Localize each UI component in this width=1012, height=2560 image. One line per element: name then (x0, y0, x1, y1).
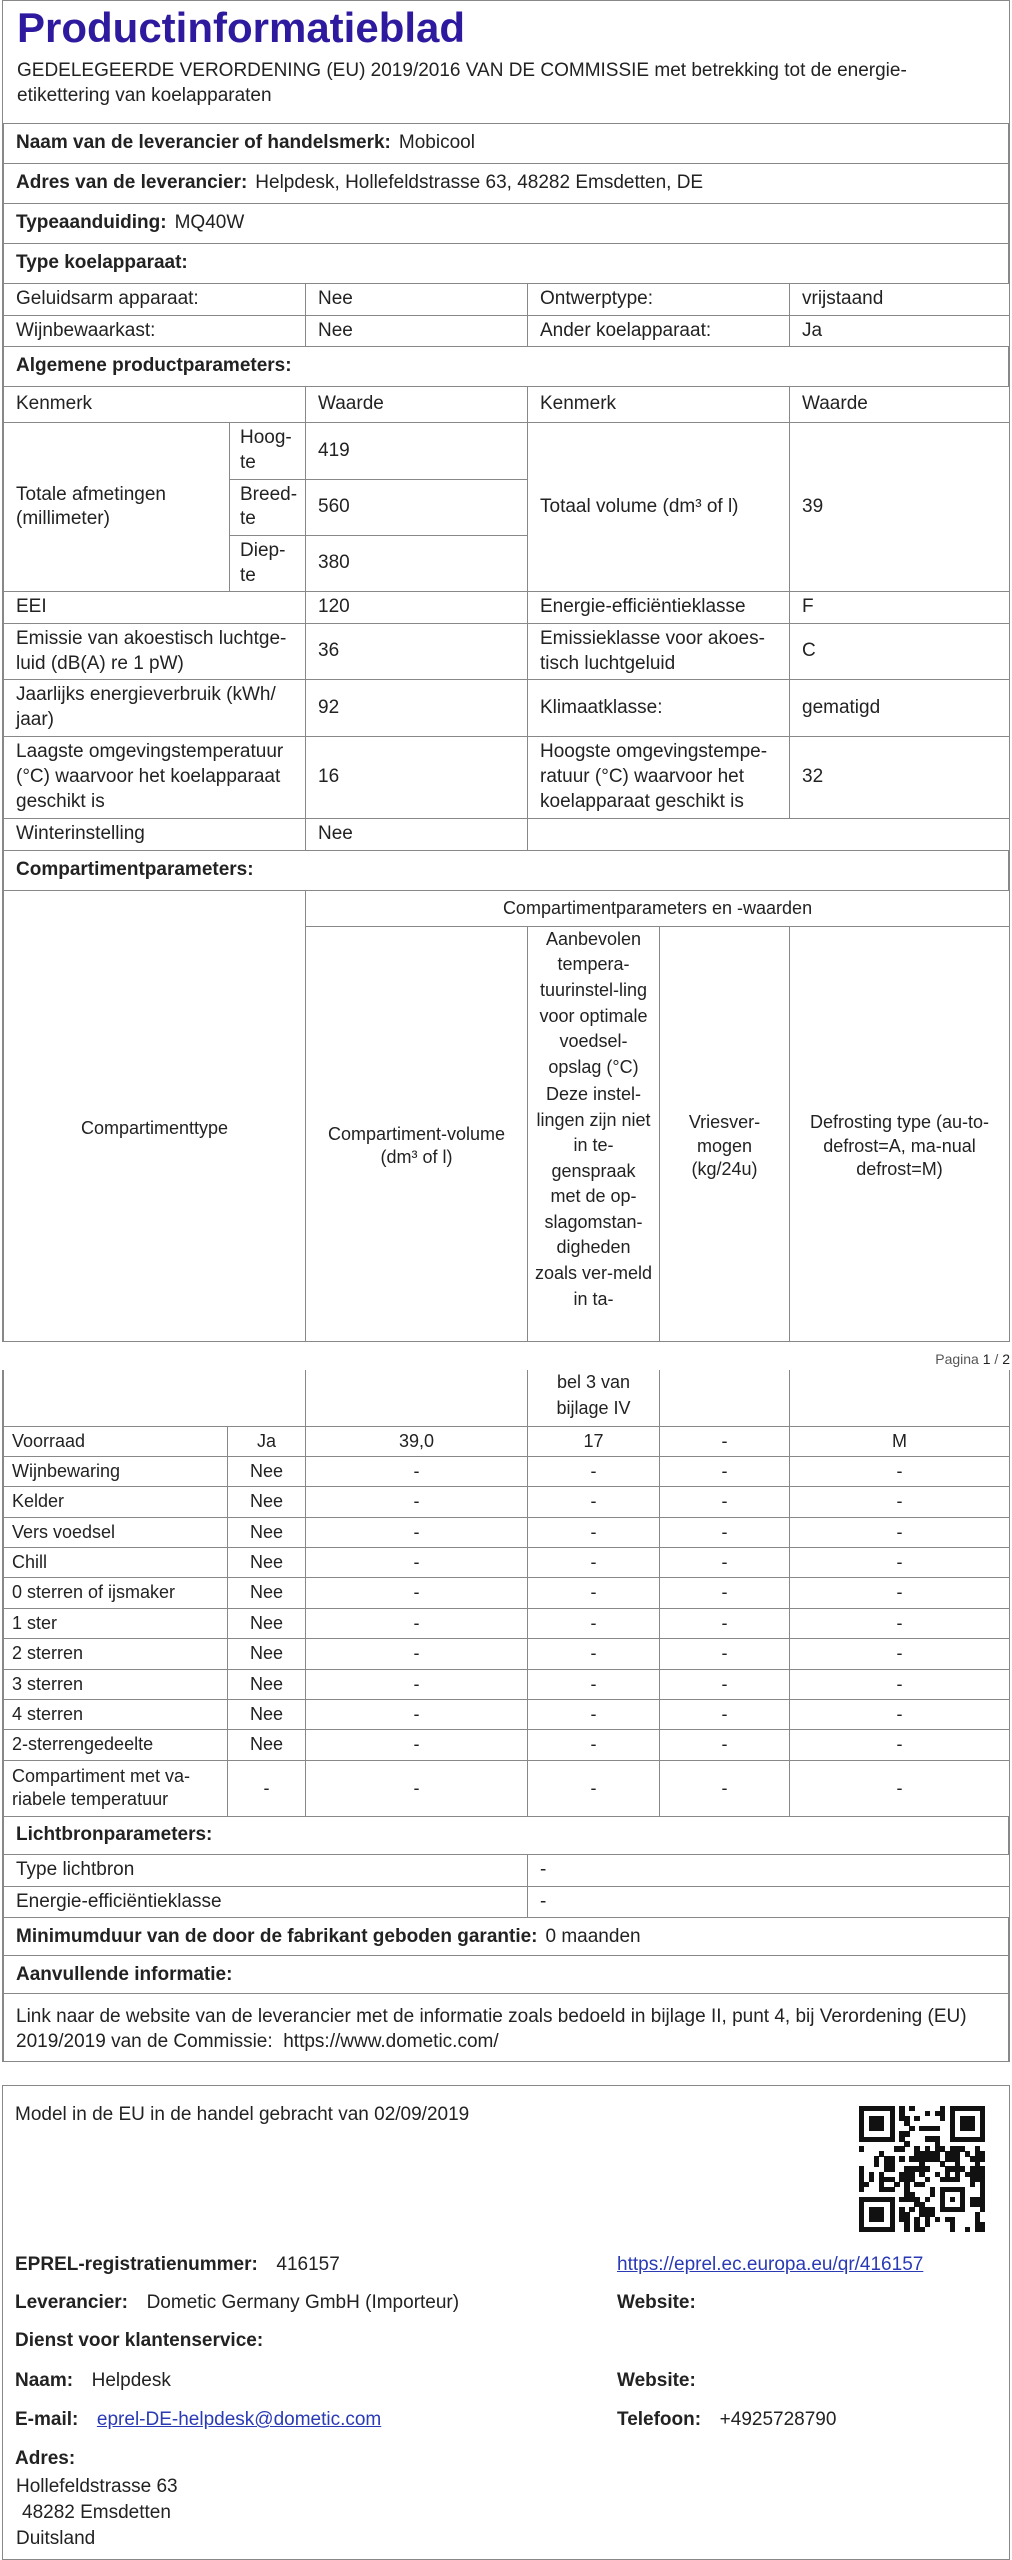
compartment-present: Nee (228, 1517, 306, 1547)
qr-module (935, 2126, 940, 2131)
address-heading: Adres: (15, 2448, 76, 2469)
light-params-table: Type lichtbron - Energie-efficiëntieklasse - (3, 1854, 1010, 1919)
qr-module (950, 2227, 955, 2232)
other-value: Ja (790, 315, 1010, 347)
supplier-address: Helpdesk, Hollefeldstrasse 63, 48282 Emsdetten, DE (255, 171, 704, 193)
compartment-temp: - (528, 1700, 660, 1730)
compartment-temp: - (528, 1456, 660, 1486)
compartment-freeze: - (660, 1487, 790, 1517)
additional-info-table (3, 1955, 1009, 2062)
qr-module (909, 2126, 914, 2131)
compartment-freeze: - (660, 1608, 790, 1638)
compartment-volume: - (306, 1760, 528, 1816)
qr-module (869, 2116, 884, 2131)
compartment-freeze: - (660, 1730, 790, 1760)
compartment-present: Nee (228, 1639, 306, 1669)
compartment-name: 2-sterrengedeelte (4, 1730, 228, 1760)
compartment-present: Nee (228, 1608, 306, 1638)
max-temp-value: 32 (790, 736, 1010, 818)
min-temp-value: 16 (306, 736, 528, 818)
compartment-temp: - (528, 1760, 660, 1816)
compartment-defrost: - (790, 1578, 1010, 1608)
compartment-header-table: Compartimenttype Compartimentparameters en -waarden Compartiment-volume (dm³ of l) Aanbevolen tempera-tuurinstel-ling voor optimale voedsel-opslag (°C) Deze instel-lingen zijn niet in te-genspraak met de op-slagomstan-digheden zoals ver-meld in ta- Vriesver-mogen (kg/24u) Defrosting type (au-to-defrost=A, ma-nual defrost=M) (3, 890, 1010, 1343)
supplier-website-label: Website: (617, 2292, 696, 2313)
compartment-defrost: - (790, 1730, 1010, 1760)
winter-value: Nee (306, 818, 528, 850)
supplier-table (3, 123, 1009, 284)
compartment-defrost: - (790, 1517, 1010, 1547)
compartment-name: Wijnbewaring (4, 1456, 228, 1486)
compartment-temp: - (528, 1730, 660, 1760)
compartment-group-header: Compartimentparameters en -waarden (306, 890, 1010, 926)
qr-module (909, 2106, 914, 2111)
qr-module (889, 2187, 894, 2192)
product-sheet-page-2 (2, 1370, 1010, 2062)
eprel-supplier: Dometic Germany GmbH (Importeur) (146, 2292, 460, 2313)
model-identifier: MQ40W (174, 211, 245, 233)
depth-value: 380 (306, 536, 528, 592)
compartment-row (4, 1760, 1010, 1816)
compartment-name: 4 sterren (4, 1700, 228, 1730)
compartment-name: 3 sterren (4, 1669, 228, 1699)
product-sheet-page-1 (2, 0, 1010, 1342)
eprel-reg-number: 416157 (276, 2254, 340, 2275)
qr-module (914, 2116, 919, 2121)
additional-info-heading: Aanvullende informatie: (4, 1956, 1009, 1994)
qr-module (960, 2116, 975, 2131)
compartment-volume: - (306, 1669, 528, 1699)
wine-value: Nee (306, 315, 528, 347)
compartment-freeze: - (660, 1760, 790, 1816)
compartment-name: Chill (4, 1548, 228, 1578)
qr-module (980, 2207, 985, 2212)
qr-module (930, 2192, 935, 2197)
qr-module (925, 2111, 930, 2116)
compartment-temp: - (528, 1487, 660, 1517)
compartment-volume: - (306, 1548, 528, 1578)
compartment-present: Nee (228, 1487, 306, 1517)
compartment-volume: - (306, 1608, 528, 1638)
recommended-temp-header: Aanbevolen tempera-tuurinstel-ling voor optimale voedsel-opslag (°C) Deze instel-lingen zijn niet in te-genspraak met de op-slagomstan-digheden zoals ver-meld in ta- (528, 926, 660, 1342)
customer-service-email[interactable]: eprel-DE-helpdesk@dometic.com (96, 2409, 382, 2430)
width-value: 560 (306, 479, 528, 535)
compartment-freeze: - (660, 1426, 790, 1456)
compartment-row (4, 1426, 1010, 1456)
supplier-address-row: Adres van de leverancier: Helpdesk, Hollefeldstrasse 63, 48282 Emsdetten, DE (4, 163, 1009, 203)
compartment-rows (4, 1426, 1010, 1816)
qr-code-icon[interactable] (859, 2106, 985, 2232)
customer-service-phone: +4925728790 (719, 2409, 837, 2430)
compartment-freeze: - (660, 1639, 790, 1669)
qr-module (889, 2166, 894, 2171)
compartment-name: Voorraad (4, 1426, 228, 1456)
compartment-row (4, 1456, 1010, 1486)
compartment-present: Nee (228, 1700, 306, 1730)
compartment-volume: - (306, 1639, 528, 1669)
qr-module (935, 2217, 940, 2222)
silent-value: Nee (306, 283, 528, 315)
height-value: 419 (306, 423, 528, 479)
compartment-name: Vers voedsel (4, 1517, 228, 1547)
compartment-volume: - (306, 1700, 528, 1730)
compartment-temp: - (528, 1578, 660, 1608)
compartment-row (4, 1517, 1010, 1547)
compartment-volume: - (306, 1517, 528, 1547)
compartment-row (4, 1608, 1010, 1638)
qr-module (909, 2207, 914, 2212)
compartment-row (4, 1730, 1010, 1760)
qr-module (869, 2207, 884, 2222)
compartment-name: 1 ster (4, 1608, 228, 1638)
compartment-name: 0 sterren of ijsmaker (4, 1578, 228, 1608)
compartment-freeze: - (660, 1517, 790, 1547)
compartment-freeze: - (660, 1456, 790, 1486)
warranty-row: Minimumduur van de door de fabrikant geboden garantie: 0 maanden (4, 1918, 1009, 1956)
customer-service-heading: Dienst voor klantenservice: (15, 2330, 264, 2351)
compartment-defrost: - (790, 1669, 1010, 1699)
compartment-defrost: - (790, 1700, 1010, 1730)
consumption-value: 92 (306, 680, 528, 736)
compartment-name: Compartiment met va-riabele temperatuur (4, 1760, 228, 1816)
compartment-values-table: bel 3 van bijlage IV Voorraad Ja 39,0 17 - M Wijnbewaring Nee - - - - Kelder Nee - - - - Vers voedsel Nee - - - - Chill Nee - - - - 0 sterren of ijsmaker Nee - - - - 1 ster Nee - - - - 2 sterren Nee - - - - 3 sterren Nee - - - - 4 sterren Nee - - - - 2-sterrengedeelte Nee - - - - Compartiment met va-riabele temperatuur - - - - - (3, 1370, 1010, 1817)
qr-module (899, 2146, 904, 2151)
qr-module (919, 2227, 924, 2232)
compartment-defrost: - (790, 1760, 1010, 1816)
compartment-type-header: Compartimenttype (4, 890, 306, 1342)
compartment-temp: 17 (528, 1426, 660, 1456)
market-date-text: Model in de EU in de handel gebracht van 02/09/2019 (15, 2104, 470, 2125)
light-heading-table (3, 1816, 1009, 1855)
qr-module (904, 2227, 909, 2232)
compartment-temp: - (528, 1639, 660, 1669)
qr-module (864, 2182, 869, 2187)
qr-module (925, 2222, 930, 2227)
compartment-params-heading: Compartimentparameters: (4, 850, 1009, 890)
qr-module (980, 2156, 985, 2161)
qr-module (919, 2182, 924, 2187)
noise-value: 36 (306, 624, 528, 680)
compartment-row (4, 1487, 1010, 1517)
compartment-row (4, 1669, 1010, 1699)
qr-module (925, 2197, 930, 2202)
qr-module (904, 2141, 909, 2146)
climate-class-value: gematigd (790, 680, 1010, 736)
qr-module (859, 2187, 864, 2192)
model-row: Typeaanduiding: MQ40W (4, 203, 1009, 243)
total-volume-value: 39 (790, 423, 1010, 592)
energy-class-value: F (790, 592, 1010, 624)
compartment-name: 2 sterren (4, 1639, 228, 1669)
general-params-heading: Algemene productparameters: (4, 347, 1009, 387)
compartment-row (4, 1548, 1010, 1578)
compartment-volume: - (306, 1456, 528, 1486)
warranty-table (3, 1917, 1009, 1956)
qr-module (965, 2227, 970, 2232)
compartment-freeze: - (660, 1669, 790, 1699)
qr-module (874, 2161, 879, 2166)
light-params-heading: Lichtbronparameters: (4, 1816, 1009, 1854)
additional-info-text: Link naar de website van de leverancier met de informatie zoals bedoeld in bijlage II, punt 4, bij Verordening (EU) 2019/2019 van de Commissie: https://www.dometic.com/ (4, 1994, 1009, 2062)
design-value: vrijstaand (790, 283, 1010, 315)
compartment-present: Nee (228, 1548, 306, 1578)
supplier-name-row: Naam van de leverancier of handelsmerk: Mobicool (4, 123, 1009, 163)
page-number: Pagina 1 / 2 (935, 1351, 1010, 1367)
qr-module (955, 2177, 960, 2182)
dimensions-label: Totale afmetingen (millimeter) (4, 423, 230, 592)
compartment-freeze: - (660, 1700, 790, 1730)
qr-module (904, 2131, 909, 2136)
qr-module (950, 2197, 955, 2202)
qr-module (859, 2146, 864, 2151)
compartment-present: Nee (228, 1669, 306, 1699)
general-heading-table (3, 346, 1009, 387)
compartment-row (4, 1700, 1010, 1730)
warranty-value: 0 maanden (545, 1925, 641, 1947)
eei-value: 120 (306, 592, 528, 624)
compartment-defrost: - (790, 1456, 1010, 1486)
compartment-volume: - (306, 1730, 528, 1760)
qr-module (869, 2177, 874, 2182)
compartment-present: Ja (228, 1426, 306, 1456)
qr-module (940, 2116, 945, 2121)
compartment-row (4, 1639, 1010, 1669)
compartment-present: Nee (228, 1730, 306, 1760)
supplier-website-url: https://www.dometic.com/ (283, 2030, 499, 2052)
page-title: Productinformatieblad (17, 4, 466, 51)
eprel-link[interactable]: https://eprel.ec.europa.eu/qr/416157 (617, 2254, 924, 2275)
customer-service-name: Helpdesk (91, 2370, 171, 2391)
compartment-present: - (228, 1760, 306, 1816)
qr-module (970, 2182, 975, 2187)
noise-class-value: C (790, 624, 1010, 680)
general-params-table: Kenmerk Waarde Kenmerk Waarde Totale afmetingen (millimeter) Hoog-te 419 Totaal volume (dm³ of l) 39 Breed-te 560 Diep-te 380 EEI 120 Energie-efficiëntieklasse F Emissie van akoestisch luchtge-luid (dB(A) re 1 pW) 36 Emissieklasse voor akoes-tisch luchtgeluid C Jaarlijks energieverbruik (kWh/ jaar) 92 Klimaatklasse: gematigd Laagste omgevingstemperatuur (°C) waarvoor het koelapparaat geschikt is 16 Hoogste omgevingstempe-ratuur (°C) waarvoor het koelapparaat geschikt is 32 Winterinstelling Nee (3, 386, 1010, 850)
compartment-defrost: - (790, 1487, 1010, 1517)
compartment-temp: - (528, 1548, 660, 1578)
compartment-volume: - (306, 1487, 528, 1517)
eprel-box: Model in de EU in de handel gebracht van 02/09/2019 EPREL-registratienummer: 416157 https://eprel.ec.europa.eu/qr/416157 Leverancier: Dometic Germany GmbH (Importeur) Website: Dienst voor klantenservice: Naam: Helpdesk Website: E-mail: eprel-DE-helpdesk@dometic.com Telefoon: +4925728790 Adres: Hollefeldstrasse 63 48282 Emsdetten Duitsland (2, 2085, 1010, 2560)
fridge-type-heading: Type koelapparaat: (4, 243, 1009, 283)
compartment-volume: 39,0 (306, 1426, 528, 1456)
compartment-volume: - (306, 1578, 528, 1608)
qr-module (925, 2166, 930, 2171)
qr-module (980, 2227, 985, 2232)
compartment-defrost: - (790, 1548, 1010, 1578)
customer-service-address: Hollefeldstrasse 63 48282 Emsdetten Duitsland (16, 2476, 178, 2550)
type-table: Geluidsarm apparaat: Nee Ontwerptype: vrijstaand Wijnbewaarkast: Nee Ander koelapparaat: Ja (3, 283, 1010, 348)
compartment-defrost: - (790, 1639, 1010, 1669)
compartment-temp: - (528, 1517, 660, 1547)
qr-module (894, 2182, 899, 2187)
compartment-temp: - (528, 1669, 660, 1699)
qr-module (899, 2156, 904, 2161)
compartment-defrost: - (790, 1608, 1010, 1638)
customer-service-website-label: Website: (617, 2370, 696, 2391)
light-type-value: - (528, 1854, 1010, 1886)
compartment-row (4, 1578, 1010, 1608)
compartment-freeze: - (660, 1578, 790, 1608)
compartment-present: Nee (228, 1578, 306, 1608)
compartment-name: Kelder (4, 1487, 228, 1517)
compartment-temp: - (528, 1608, 660, 1638)
compartment-heading-table (3, 850, 1009, 891)
supplier-name: Mobicool (398, 131, 475, 153)
regulation-text: GEDELEGEERDE VERORDENING (EU) 2019/2016 VAN DE COMMISSIE met betrekking tot de energie-etikettering van koelapparaten (17, 60, 907, 106)
compartment-present: Nee (228, 1456, 306, 1486)
light-class-value: - (528, 1886, 1010, 1918)
qr-module (925, 2177, 930, 2182)
compartment-defrost: M (790, 1426, 1010, 1456)
compartment-freeze: - (660, 1548, 790, 1578)
